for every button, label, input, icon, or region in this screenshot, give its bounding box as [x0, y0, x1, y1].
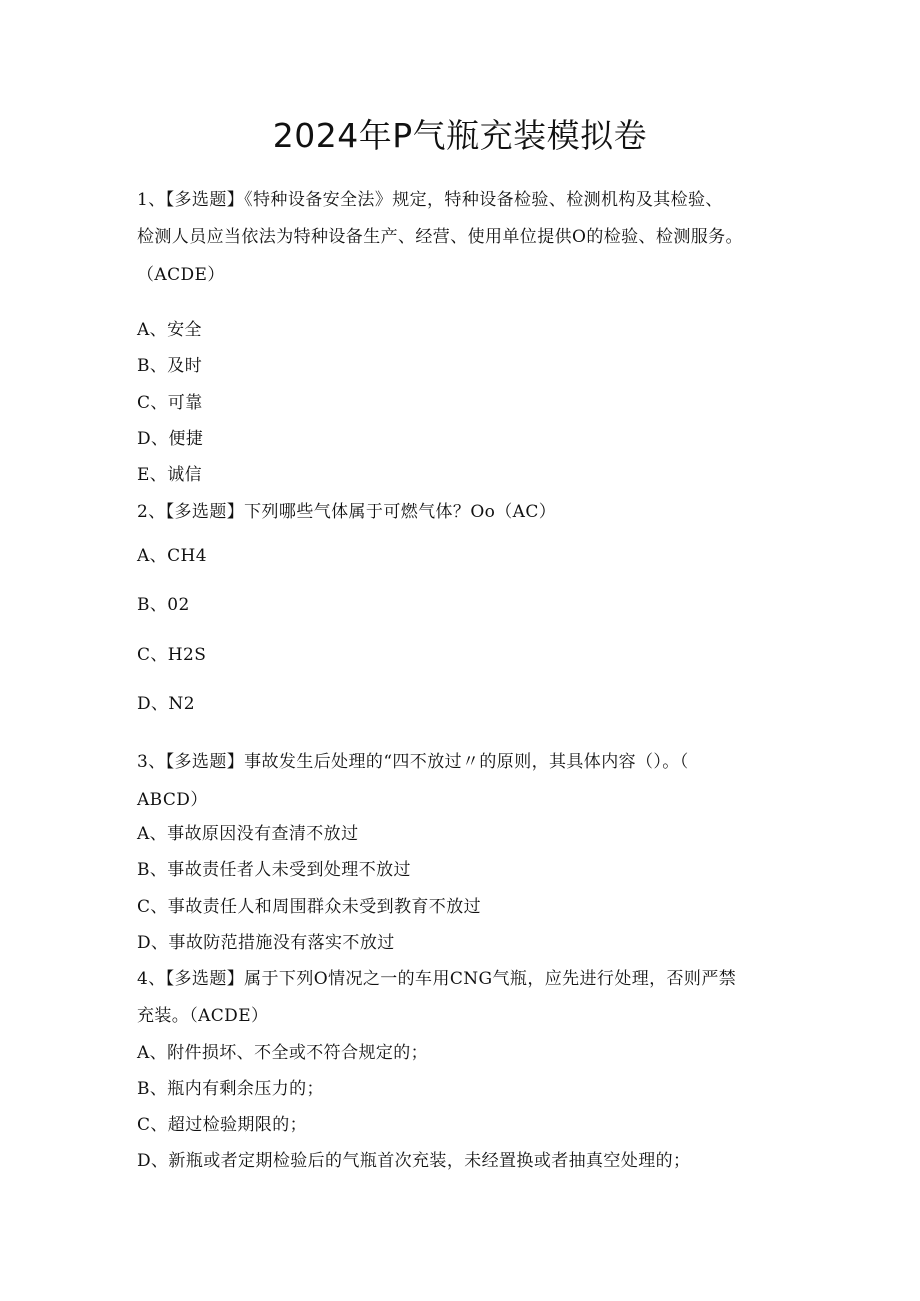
- question-4-option-b: B、瓶内有剩余压力的；: [137, 1079, 324, 1099]
- question-4-text-line-1: 4、【多选题】属于下列O情况之一的车用CNG气瓶，应先进行处理，否则严禁: [137, 969, 737, 989]
- question-1-text-line-2: 检测人员应当依法为特种设备生产、经营、使用单位提供O的检验、检测服务。: [137, 227, 743, 247]
- question-2-option-b: B、02: [137, 595, 190, 615]
- question-2-option-a: A、CH4: [137, 546, 207, 566]
- question-4-option-a: A、附件损坏、不全或不符合规定的；: [137, 1043, 429, 1063]
- question-3-text-line-2: ABCD）: [137, 790, 208, 810]
- question-2-option-c: C、H2S: [137, 645, 207, 665]
- question-1-option-c: C、可靠: [137, 393, 203, 413]
- question-2-option-d: D、N2: [137, 694, 195, 714]
- question-3-text-line-1: 3、【多选题】事故发生后处理的“四不放过〃的原则，其具体内容（）。（: [137, 752, 689, 772]
- question-3-option-b: B、事故责任者人未受到处理不放过: [137, 860, 411, 880]
- question-1-option-e: E、诚信: [137, 465, 203, 485]
- question-1-option-a: A、安全: [137, 320, 202, 340]
- question-2-text-line-1: 2、【多选题】下列哪些气体属于可燃气体？Oo（AC）: [137, 502, 557, 522]
- question-3-option-d: D、事故防范措施没有落实不放过: [137, 933, 395, 953]
- question-1-option-d: D、便捷: [137, 429, 204, 449]
- question-1-option-b: B、及时: [137, 356, 203, 376]
- question-4-option-c: C、超过检验期限的；: [137, 1115, 308, 1135]
- question-1-text-line-1: 1、【多选题】《特种设备安全法》规定，特种设备检验、检测机构及其检验、: [137, 190, 723, 210]
- question-4-option-d: D、新瓶或者定期检验后的气瓶首次充装，未经置换或者抽真空处理的；: [137, 1151, 691, 1171]
- question-3-option-c: C、事故责任人和周围群众未受到教育不放过: [137, 897, 482, 917]
- question-3-option-a: A、事故原因没有查清不放过: [137, 824, 359, 844]
- question-1-answer: （ACDE）: [137, 265, 225, 285]
- question-4-text-line-2: 充装。（ACDE）: [137, 1006, 269, 1026]
- document-title: 2024年P气瓶充装模拟卷: [272, 116, 648, 155]
